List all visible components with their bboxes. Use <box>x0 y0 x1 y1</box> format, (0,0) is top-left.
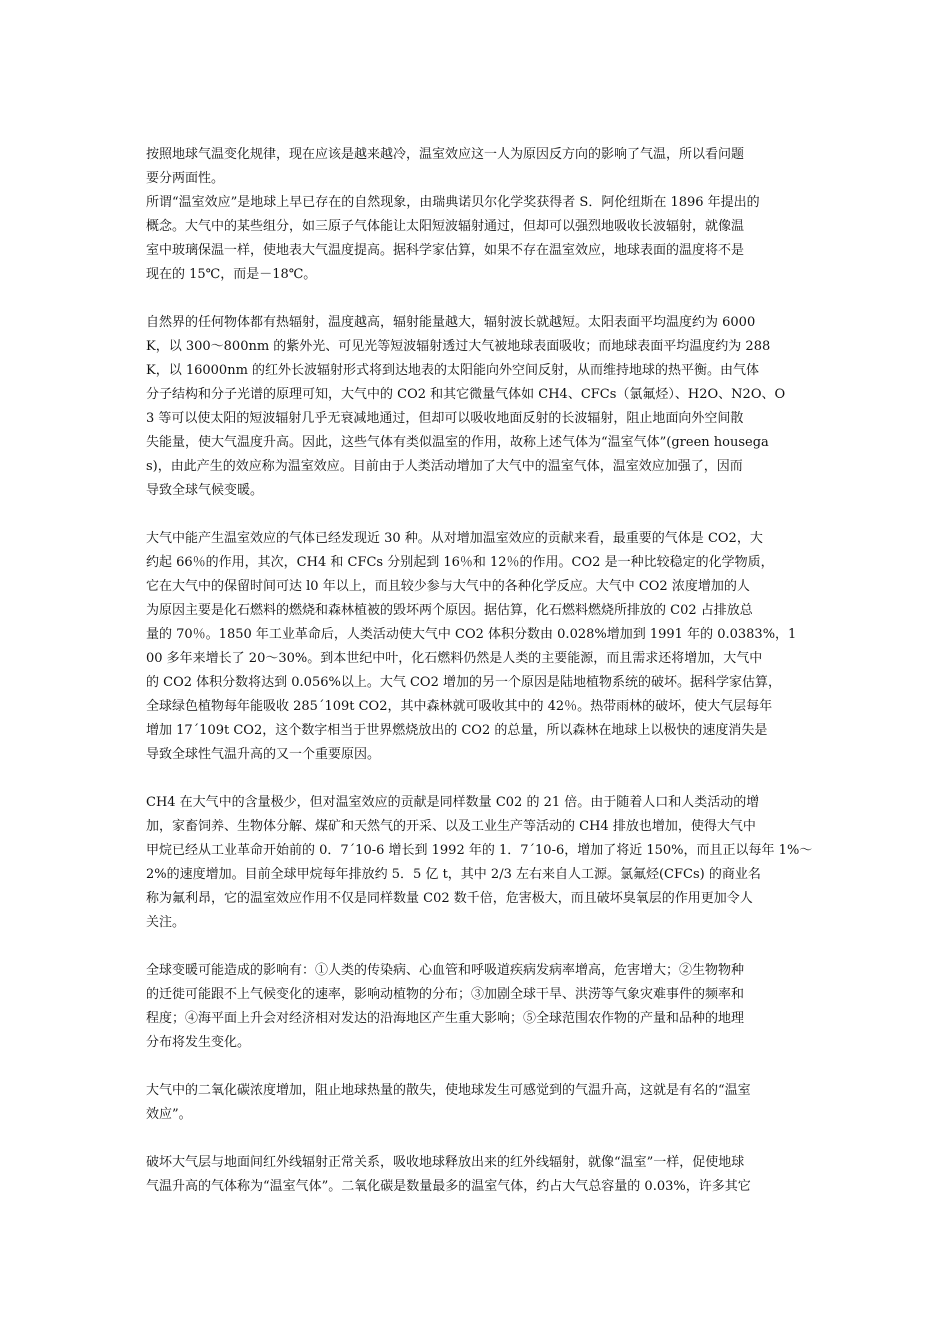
paragraph-line: 按照地球气温变化规律，现在应该是越来越冷，温室效应这一人为原因反方向的影响了气温，所以看问题 <box>146 147 745 162</box>
paragraph-line: 气温升高的气体称为“温室气体”。二氧化碳是数量最多的温室气体，约占大气总容量的 0.03%，许多其它 <box>146 1179 751 1194</box>
paragraph-line: 现在的 15℃，而是－18℃。 <box>146 267 317 282</box>
paragraph-line: CH4 在大气中的含量极少，但对温室效应的贡献是同样数量 C02 的 21 倍。由于随着人口和人类活动的增 <box>146 795 760 810</box>
paragraph-line: 为原因主要是化石燃料的燃烧和森林植被的毁坏两个原因。据估算，化石燃料燃烧所排放的 C02 占排放总 <box>146 603 753 618</box>
paragraph-line: 失能量，使大气温度升高。因此，这些气体有类似温室的作用，故称上述气体为“温室气体”(green housega <box>146 435 769 450</box>
paragraph-line: 要分两面性。 <box>146 171 225 186</box>
paragraph-line: 概念。大气中的某些组分，如三原子气体能让太阳短波辐射通过，但却可以强烈地吸收长波辐射，就像温 <box>146 219 745 234</box>
paragraph-line: s)，由此产生的效应称为温室效应。目前由于人类活动增加了大气中的温室气体，温室效应加强了，因而 <box>146 459 743 474</box>
paragraph-1 <box>146 143 811 191</box>
paragraph-gap <box>146 1127 811 1151</box>
paragraph-7 <box>146 1079 811 1127</box>
paragraph-line: 程度；④海平面上升会对经济相对发达的沿海地区产生重大影响；⑤全球范围农作物的产量和品种的地理 <box>146 1011 745 1026</box>
paragraph-line: 分布将发生变化。 <box>146 1035 251 1050</box>
paragraph-line: 量的 70％。1850 年工业革命后，人类活动使大气中 CO2 体积分数由 0.028%增加到 1991 年的 0.0383%，1 <box>146 627 797 642</box>
paragraph-4 <box>146 527 811 767</box>
paragraph-line: 称为氟利昂，它的温室效应作用不仅是同样数量 C02 数千倍，危害极大，而且破坏臭氧层的作用更加令人 <box>146 891 753 906</box>
paragraph-line: 所谓“温室效应”是地球上早已存在的自然现象，由瑞典诺贝尔化学奖获得者 S．阿伦纽斯在 1896 年提出的 <box>146 195 760 210</box>
paragraph-2 <box>146 191 811 287</box>
paragraph-line: 甲烷已经从工业革命开始前的 0．7´10-6 增长到 1992 年的 1．7´10-6，增加了将近 150%，而且正以每年 1%～ <box>146 843 813 858</box>
paragraph-line: K，以 300～800nm 的紫外光、可见光等短波辐射透过大气被地球表面吸收；而地球表面平均温度约为 288 <box>146 339 771 354</box>
paragraph-line: 大气中能产生温室效应的气体已经发现近 30 种。从对增加温室效应的贡献来看，最重要的气体是 CO2，大 <box>146 531 763 546</box>
paragraph-5 <box>146 791 811 935</box>
paragraph-line: 大气中的二氧化碳浓度增加，阻止地球热量的散失，使地球发生可感觉到的气温升高，这就是有名的“温室 <box>146 1083 751 1098</box>
paragraph-line: 它在大气中的保留时间可达 l0 年以上，而且较少参与大气中的各种化学反应。大气中 CO2 浓度增加的人 <box>146 579 750 594</box>
paragraph-line: 关注。 <box>146 915 186 930</box>
paragraph-line: 全球绿色植物每年能吸收 285´109t CO2，其中森林就可吸收其中的 42％。热带雨林的破坏，使大气层每年 <box>146 699 773 714</box>
paragraph-gap <box>146 935 811 959</box>
paragraph-line: 自然界的任何物体都有热辐射，温度越高，辐射能量越大，辐射波长就越短。太阳表面平均温度约为 6000 <box>146 315 756 330</box>
paragraph-line: 加，家畜饲养、生物体分解、煤矿和天然气的开采、以及工业生产等活动的 CH4 排放也增加，使得大气中 <box>146 819 756 834</box>
paragraph-8 <box>146 1151 811 1199</box>
paragraph-gap <box>146 1055 811 1079</box>
paragraph-line: 效应”。 <box>146 1107 192 1122</box>
paragraph-line: 破坏大气层与地面间红外线辐射正常关系，吸收地球释放出来的红外线辐射，就像“温室”一样，促使地球 <box>146 1155 745 1170</box>
paragraph-line: 室中玻璃保温一样，使地表大气温度提高。据科学家估算，如果不存在温室效应，地球表面的温度将不是 <box>146 243 745 258</box>
paragraph-3 <box>146 311 811 503</box>
paragraph-line: 的迁徙可能跟不上气候变化的速率，影响动植物的分布；③加剧全球干旱、洪涝等气象灾难事件的频率和 <box>146 987 745 1002</box>
paragraph-gap <box>146 503 811 527</box>
paragraph-line: K，以 16000nm 的红外长波辐射形式将到达地表的太阳能向外空间反射，从而维持地球的热平衡。由气体 <box>146 363 760 378</box>
paragraph-line: 导致全球气候变暖。 <box>146 483 264 498</box>
paragraph-6 <box>146 959 811 1055</box>
paragraph-line: 约起 66％的作用，其次，CH4 和 CFCs 分别起到 16％和 12％的作用。CO2 是一种比较稳定的化学物质， <box>146 555 774 570</box>
paragraph-line: 全球变暖可能造成的影响有：①人类的传染病、心血管和呼吸道疾病发病率增高，危害增大；②生物物种 <box>146 963 745 978</box>
paragraph-line: 2%的速度增加。目前全球甲烷每年排放约 5．5 亿 t，其中 2/3 左右来自人工源。氯氟烃(CFCs) 的商业名 <box>146 867 761 882</box>
paragraph-line: 导致全球性气温升高的又一个重要原因。 <box>146 747 381 762</box>
paragraph-gap <box>146 767 811 791</box>
paragraph-line: 分子结构和分子光谱的原理可知，大气中的 CO2 和其它微量气体如 CH4、CFCs（氯氟烃）、H2O、N2O、O <box>146 387 786 402</box>
paragraph-line: 00 多年来增长了 20～30%。到本世纪中叶，化石燃料仍然是人类的主要能源，而且需求还将增加，大气中 <box>146 651 763 666</box>
paragraph-line: 3 等可以使太阳的短波辐射几乎无衰减地通过，但却可以吸收地面反射的长波辐射，阻止地面向外空间散 <box>146 411 744 426</box>
paragraph-line: 增加 17´109t CO2，这个数字相当于世界燃烧放出的 CO2 的总量，所以森林在地球上以极快的速度消失是 <box>146 723 768 738</box>
paragraph-line: 的 CO2 体积分数将达到 0.056%以上。大气 CO2 增加的另一个原因是陆地植物系统的破坏。据科学家估算， <box>146 675 781 690</box>
document-page <box>146 143 811 1199</box>
paragraph-gap <box>146 287 811 311</box>
